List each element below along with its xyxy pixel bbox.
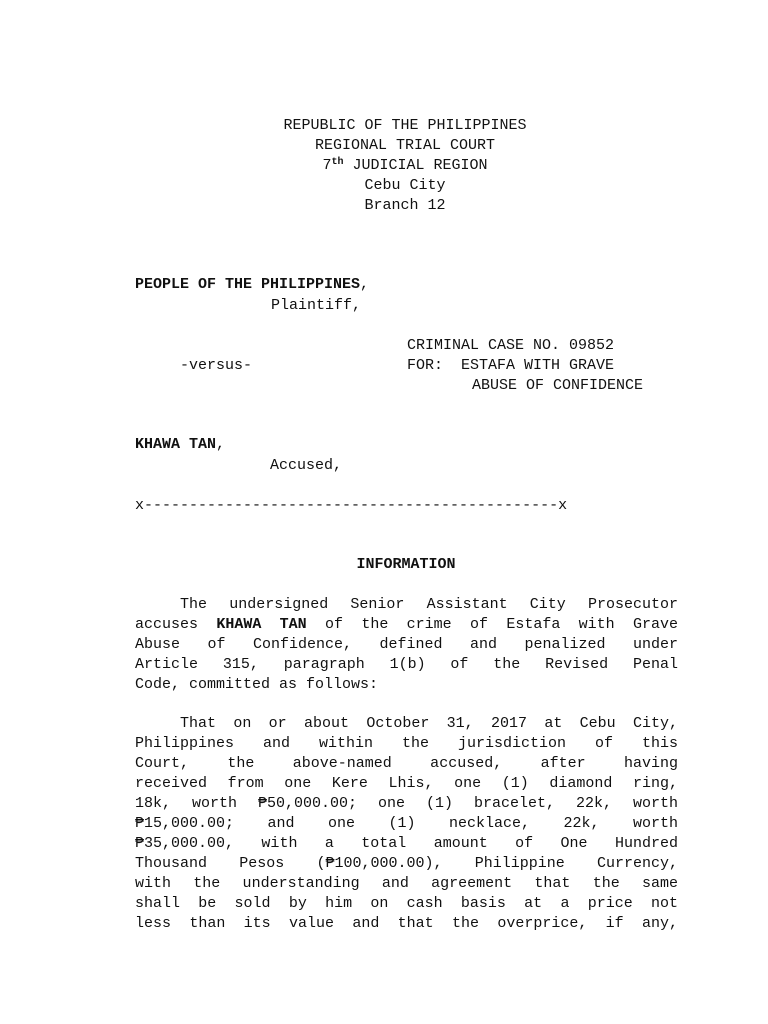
accused-name (135, 435, 225, 455)
court-republic-line: REPUBLIC OF THE PHILIPPINES (283, 117, 527, 134)
plaintiff-name-comma: , (360, 276, 370, 293)
accused-role: Accused, (270, 457, 343, 474)
accused-name-comma: , (216, 436, 226, 453)
versus-label: -versus- (180, 357, 253, 374)
court-city-line: Cebu City (364, 177, 446, 194)
paragraph-line: 18k, worth ₱50,000.00; one (1) bracelet, 22k, worth (135, 795, 678, 812)
text-run: of the crime of Estafa with Grave (306, 616, 678, 633)
paragraph-line: shall be sold by him on cash basis at a price not (135, 895, 678, 912)
accused-name-inline: KHAWA TAN (216, 616, 307, 633)
accused-name-text: KHAWA TAN (135, 436, 217, 453)
offense-line-2: ABUSE OF CONFIDENCE (472, 377, 644, 394)
plaintiff-name (135, 275, 369, 295)
paragraph-facts (135, 714, 678, 934)
plaintiff-role: Plaintiff, (271, 297, 362, 314)
plaintiff-name-text: PEOPLE OF THE PHILIPPINES (135, 276, 361, 293)
criminal-case-number: CRIMINAL CASE NO. 09852 (407, 337, 615, 354)
offense-line-1: FOR: ESTAFA WITH GRAVE (407, 357, 615, 374)
region-ordinal-suffix: th (331, 157, 344, 168)
paragraph-line (135, 615, 678, 635)
text-run: accuses (135, 616, 217, 633)
court-branch-line: Branch 12 (364, 197, 446, 214)
paragraph-accusation (135, 595, 678, 695)
document-title: INFORMATION (356, 556, 456, 573)
region-label: JUDICIAL REGION (343, 157, 488, 174)
paragraph-line: Abuse of Confidence, defined and penalized under (135, 636, 678, 653)
paragraph-line: Article 315, paragraph 1(b) of the Revised Penal (135, 656, 678, 673)
region-number: 7 (322, 157, 332, 174)
paragraph-line: Code, committed as follows: (135, 676, 379, 693)
paragraph-line: The undersigned Senior Assistant City Prosecutor (180, 596, 678, 613)
paragraph-line: Court, the above-named accused, after having (135, 755, 678, 772)
paragraph-line: ₱35,000.00, with a total amount of One Hundred (135, 835, 678, 852)
paragraph-line: Thousand Pesos (₱100,000.00), Philippine Currency, (135, 855, 678, 872)
paragraph-line: less than its value and that the overprice, if any, (135, 915, 678, 932)
paragraph-line: with the understanding and agreement that the same (135, 875, 678, 892)
paragraph-line: Philippines and within the jurisdiction of this (135, 735, 678, 752)
paragraph-line: ₱15,000.00; and one (1) necklace, 22k, worth (135, 815, 678, 832)
paragraph-line: received from one Kere Lhis, one (1) diamond ring, (135, 775, 678, 792)
court-name-line: REGIONAL TRIAL COURT (314, 137, 496, 154)
paragraph-line: That on or about October 31, 2017 at Cebu City, (180, 715, 678, 732)
judicial-region-line (0, 156, 768, 176)
caption-separator: x----------------------------------------------x (135, 497, 568, 514)
